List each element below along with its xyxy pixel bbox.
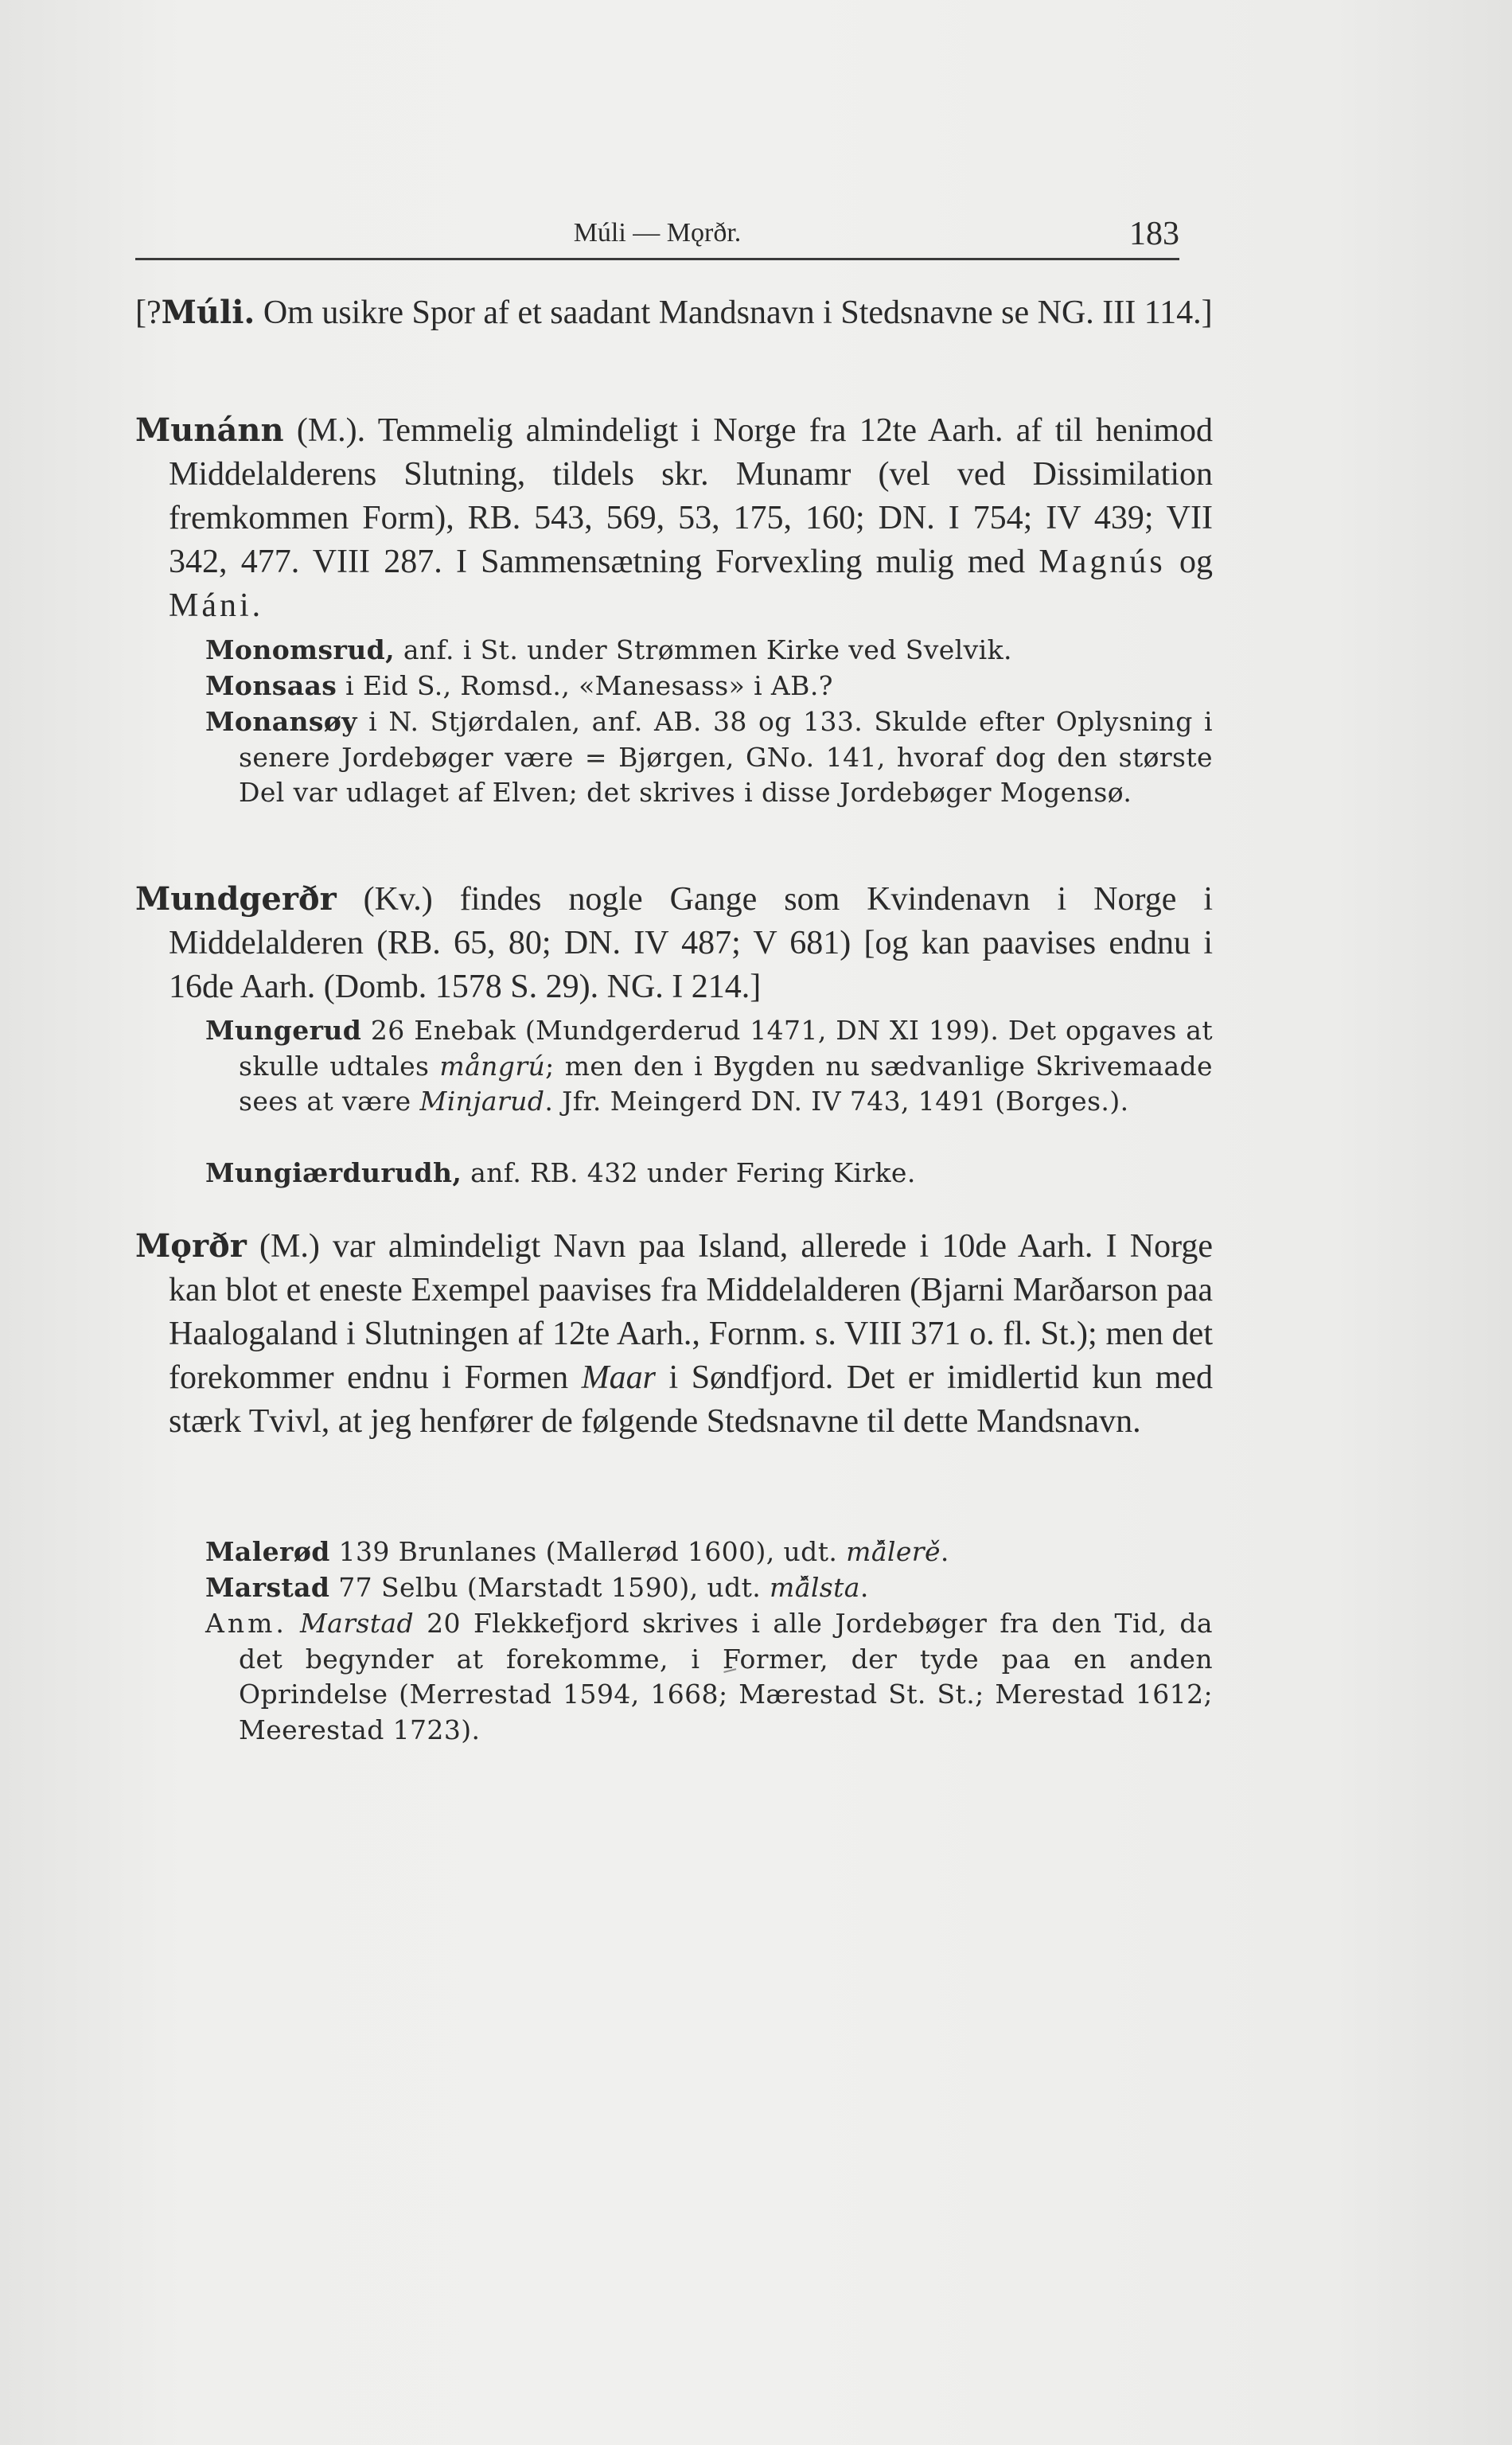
entry-mordr-form: Maar [581, 1359, 656, 1396]
entry-mundgerdr [135, 877, 1213, 1009]
entry-munann-end: . [251, 587, 261, 624]
entry-mordr-headword: Mǫrðr [135, 1227, 247, 1265]
sub-marstad-text: 77 Selbu (Marstadt 1590), udt. [329, 1572, 770, 1603]
sub-monansoy-text: i N. Stjørdalen, anf. AB. 38 og 133. Skulde efter Oplysning i senere Jordebøger være = Bjørgen, GNo. 141, hvoraf dog den største Del var udlaget af Elven; det skrives i disse Jordebøger Mogensø. [239, 706, 1213, 808]
sub-monomsrud [205, 633, 1213, 669]
entry-munann-name-magnus: Magnús [1039, 544, 1166, 580]
sub-mungiaerdurudh-headword: Mungiærdurudh, [205, 1157, 462, 1188]
note-anm-label: Anm. [205, 1608, 287, 1639]
sub-marstad-headword: Marstad [205, 1572, 330, 1603]
page-header [135, 215, 1179, 255]
header-rule [135, 258, 1179, 260]
sub-mungerud-pronunciation: mångrú [439, 1050, 546, 1082]
page-number: 183 [1129, 216, 1179, 252]
entry-munann-name-mani: Máni [169, 587, 252, 624]
sub-malerod-headword: Malerød [205, 1536, 330, 1567]
sub-mungerud-spelling: Minjarud [419, 1086, 545, 1117]
sub-monomsrud-headword: Monomsrud, [205, 634, 395, 665]
note-anm-name: Marstad [299, 1608, 414, 1639]
entry-munann-conj: og [1165, 544, 1213, 580]
entry-munann [135, 408, 1213, 628]
sub-malerod-end: . [940, 1536, 949, 1567]
sub-marstad-end: . [859, 1572, 869, 1603]
sub-monomsrud-text: anf. i St. under Strømmen Kirke ved Svelvik. [394, 634, 1012, 665]
sub-monsaas-text: i Eid S., Romsd., «Manesass» i AB.? [337, 670, 833, 701]
sub-mungerud-text-3: . Jfr. Meingerd DN. IV 743, 1491 (Borges.). [544, 1086, 1129, 1117]
sub-mungerud-headword: Mungerud [205, 1015, 362, 1046]
sub-mungiaerdurudh-text: anf. RB. 432 under Fering Kirke. [462, 1157, 916, 1188]
sub-mungerud-text: 26 Enebak (Mundgerderud 1471, DN XI 199). Det opgaves at skulle udtales [239, 1015, 1213, 1082]
entry-mordr [135, 1224, 1213, 1444]
entry-muli-bracket: [? [135, 294, 162, 331]
running-head: Múli — Mǫrðr. [573, 218, 742, 248]
sub-monansoy [205, 704, 1213, 811]
sub-mungiaerdurudh [205, 1156, 1213, 1191]
sub-malerod-pronunciation: mǎ̂lerě [846, 1536, 941, 1567]
entry-mordr-text-2: i Søndfjord. Det er imidlertid kun med stærk Tvivl, at jeg henfører de følgende Stedsnavne til dette Mandsnavn. [169, 1359, 1214, 1440]
note-anm [205, 1606, 1213, 1748]
sub-monsaas [205, 669, 1213, 704]
sub-monansoy-headword: Monansøy [205, 706, 357, 737]
entry-mundgerdr-text: (Kv.) findes nogle Gange som Kvindenavn i Norge i Middelalderen (RB. 65, 80; DN. IV 487; V 681) [og kan paavises endnu i 16de Aarh. (Domb. 1578 S. 29). NG. I 214.] [169, 881, 1213, 1005]
entry-muli-text: Om usikre Spor af et saadant Mandsnavn i Stedsnavne se NG. III 114.] [255, 294, 1213, 331]
entry-munann-text: (M.). Temmelig almindeligt i Norge fra 12te Aarh. af til henimod Middelalderens Slutning, tildels skr. Munamr (vel ved Dissimilation fremkommen Form), RB. 543, 569, 53, 175, 160; DN. I 754; IV 439; VII 342, 477. VIII 287. I Sammensætning Forvexling mulig med [169, 412, 1213, 580]
entry-muli-headword: Múli. [161, 294, 255, 331]
entry-munann-headword: Munánn [135, 411, 284, 449]
sub-malerod-text: 139 Brunlanes (Mallerød 1600), udt. [329, 1536, 847, 1567]
sub-monsaas-headword: Monsaas [205, 670, 337, 701]
sub-marstad [205, 1570, 1213, 1606]
sub-malerod [205, 1534, 1213, 1570]
note-anm-text: 20 Flekkefjord skrives i alle Jordebøger fra den Tid, da det begynder at forekomme, i Former, der tyde paa en anden Oprindelse (Merrestad 1594, 1668; Mærestad St. St.; Merestad 1612; Meerestad 1723). [239, 1608, 1213, 1745]
entry-mordr-text: (M.) var almindeligt Navn paa Island, allerede i 10de Aarh. I Norge kan blot et eneste Exempel paavises fra Middelalderen (Bjarni Marðarson paa Haalogaland i Slutningen af 12te Aarh., Fornm. s. VIII 371 o. fl. St.); men det forekommer endnu i Formen [169, 1228, 1213, 1396]
entry-muli [135, 291, 1213, 335]
entry-mundgerdr-headword: Mundgerðr [135, 880, 337, 918]
sub-mungerud [205, 1013, 1213, 1120]
sub-marstad-pronunciation: mǎ̂lsta [770, 1572, 860, 1603]
sub-mungerud-text-2: ; men den i Bygden nu sædvanlige Skrivemaade sees at være [239, 1050, 1213, 1117]
